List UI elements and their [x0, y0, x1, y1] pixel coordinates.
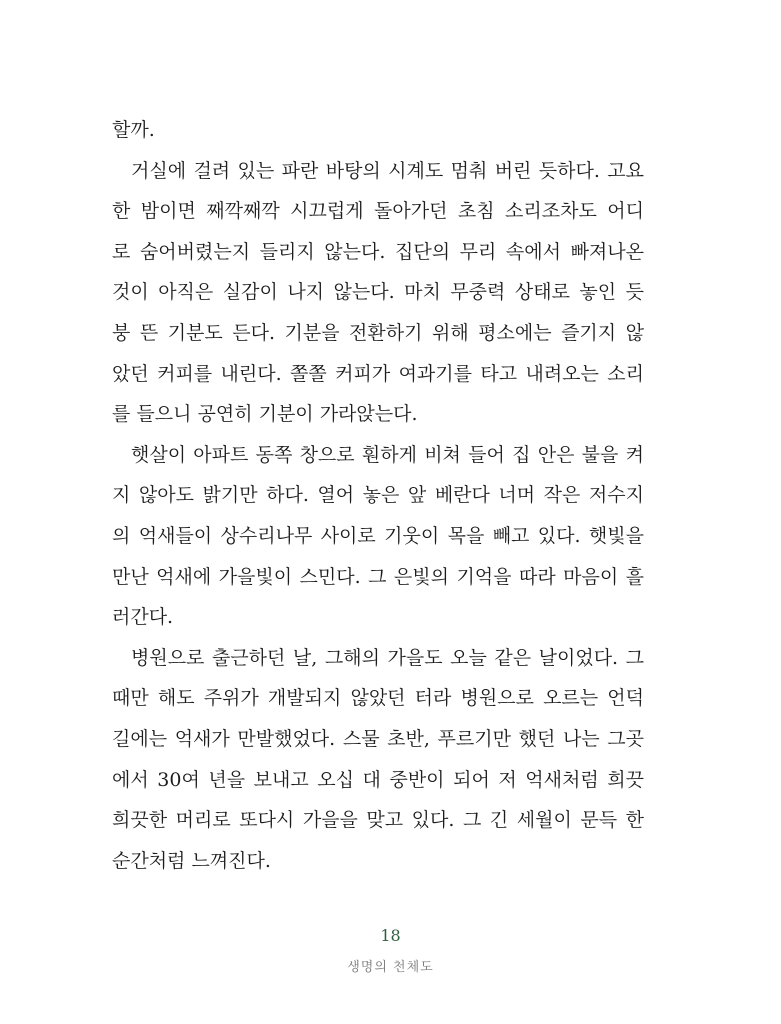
text-line: 길에는 억새가 만발했었다. 스물 초반, 푸르기만 했던 나는 그곳 [112, 727, 644, 750]
text-line: 지 않아도 밝기만 하다. 열어 놓은 앞 베란다 너머 작은 저수지 [112, 484, 644, 507]
book-title: 생명의 천체도 [347, 960, 434, 975]
paragraph [112, 151, 644, 435]
text-line: 햇살이 아파트 동쪽 창으로 훤하게 비쳐 들어 집 안은 불을 켜 [131, 443, 644, 466]
paragraph [112, 110, 644, 151]
text-line: 러간다. [112, 606, 174, 629]
text-line: 에서 30여 년을 보내고 오십 대 중반이 되어 저 억새처럼 희끗 [112, 768, 644, 791]
text-line: 것이 아직은 실감이 나지 않는다. 마치 무중력 상태로 놓인 듯 [112, 281, 644, 304]
text-line: 았던 커피를 내린다. 쫄쫄 커피가 여과기를 타고 내려오는 소리 [112, 362, 644, 385]
text-line: 할까. [112, 119, 155, 141]
text-line: 때만 해도 주위가 개발되지 않았던 터라 병원으로 오르는 언덕 [112, 687, 644, 710]
body-text [112, 110, 644, 881]
page-number: 18 [380, 926, 401, 945]
text-line: 거실에 걸려 있는 파란 바탕의 시계도 멈춰 버린 듯하다. 고요 [131, 159, 644, 182]
paragraph [112, 435, 644, 638]
text-line: 붕 뜬 기분도 든다. 기분을 전환하기 위해 평소에는 즐기지 않 [112, 321, 644, 344]
text-line: 순간처럼 느껴진다. [112, 849, 271, 872]
text-line: 로 숨어버렸는지 들리지 않는다. 집단의 무리 속에서 빠져나온 [112, 240, 644, 263]
text-line: 의 억새들이 상수리나무 사이로 기웃이 목을 빼고 있다. 햇빛을 [112, 524, 644, 547]
text-line: 만난 억새에 가을빛이 스민다. 그 은빛의 기억을 따라 마음이 흘 [112, 565, 644, 588]
paragraph [112, 638, 644, 882]
text-line: 한 밤이면 째깍째깍 시끄럽게 돌아가던 초침 소리조차도 어디 [112, 200, 644, 223]
text-line: 를 들으니 공연히 기분이 가라앉는다. [112, 403, 418, 426]
text-line: 희끗한 머리로 또다시 가을을 맞고 있다. 그 긴 세월이 문득 한 [112, 809, 644, 832]
text-line: 병원으로 출근하던 날, 그해의 가을도 오늘 같은 날이었다. 그 [131, 646, 644, 669]
